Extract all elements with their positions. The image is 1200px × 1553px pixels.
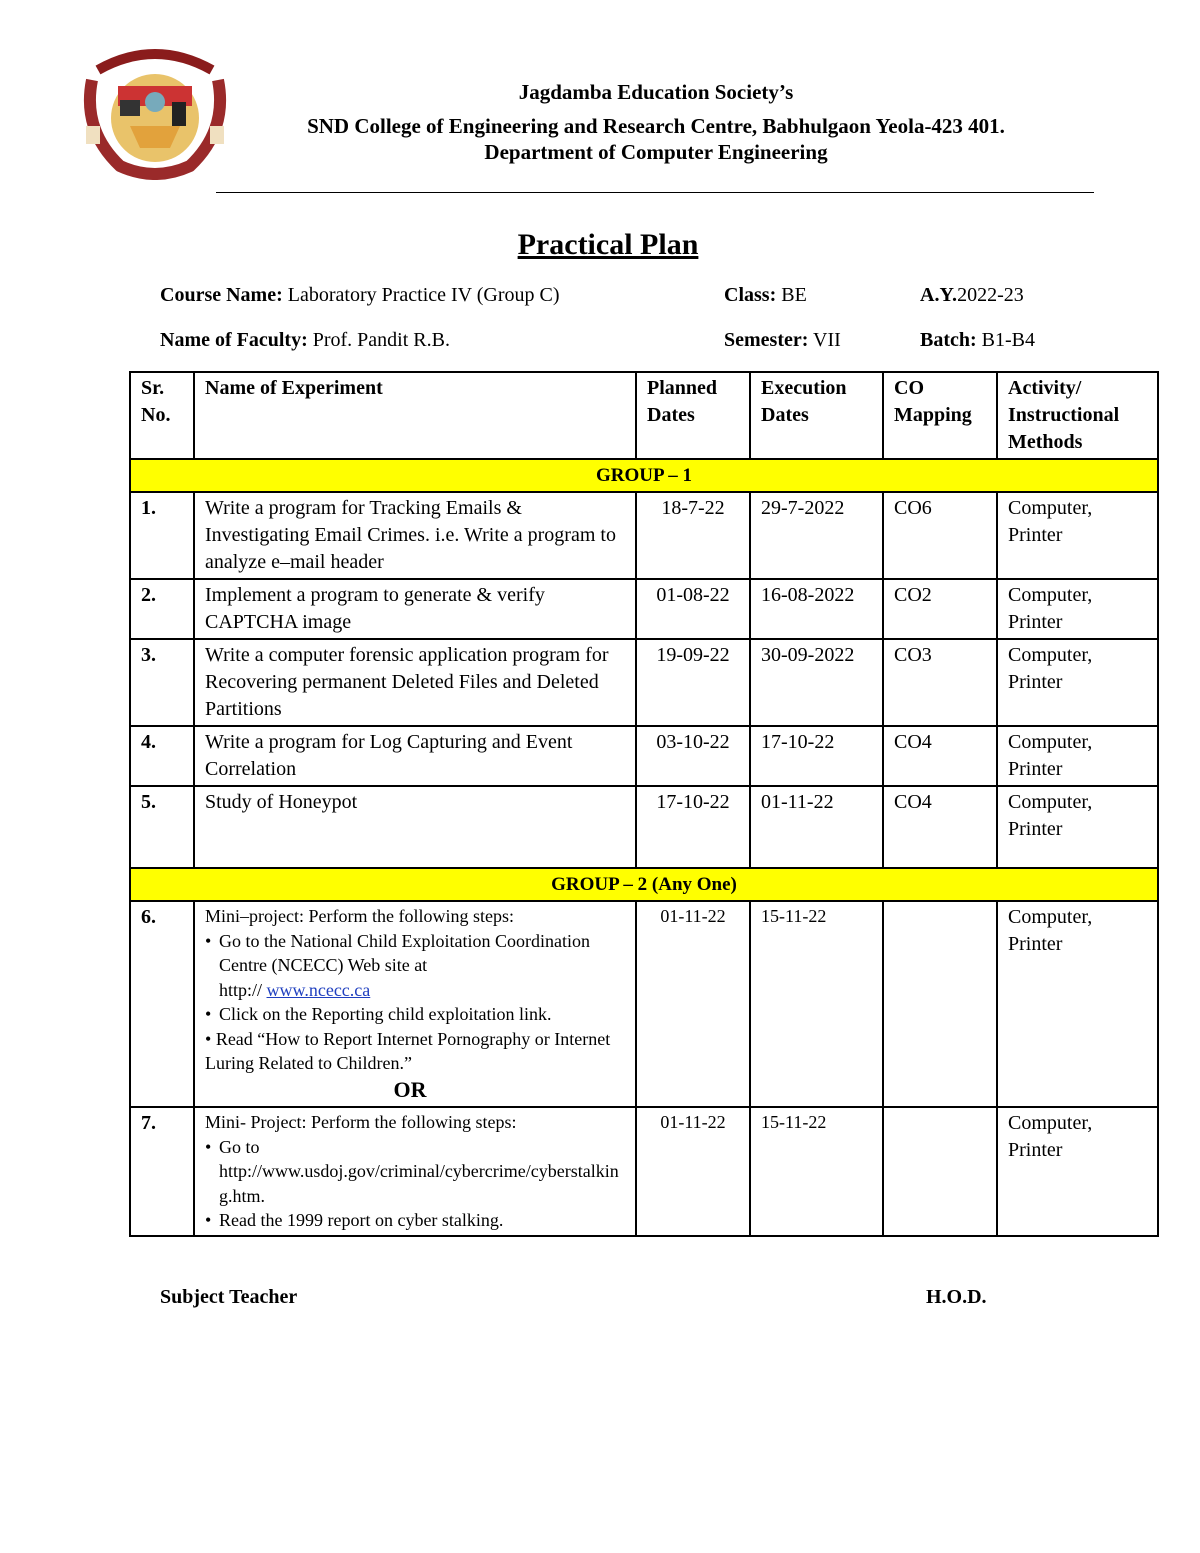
step-item: • Read the 1999 report on cyber stalking. xyxy=(205,1210,504,1230)
co-mapping xyxy=(883,1107,997,1236)
hod-signature: H.O.D. xyxy=(926,1286,987,1308)
ay-label: A.Y. xyxy=(920,284,958,306)
table-row xyxy=(130,492,1158,579)
step-item: • Click on the Reporting child exploitation link. xyxy=(205,1004,552,1024)
batch-info xyxy=(920,329,1035,352)
subject-teacher-signature: Subject Teacher xyxy=(160,1286,298,1308)
experiment-name: Write a program for Log Capturing and Event Correlation xyxy=(194,726,636,786)
experiment-name: Implement a program to generate & verify CAPTCHA image xyxy=(194,579,636,639)
table-row xyxy=(130,1107,1158,1236)
semester-value: VII xyxy=(808,329,841,351)
planned-date: 19-09-22 xyxy=(636,639,750,726)
co-mapping xyxy=(883,901,997,1107)
table-row xyxy=(130,901,1158,1107)
execution-date: 16-08-2022 xyxy=(750,579,883,639)
col-header-execution: Execution Dates xyxy=(750,372,883,459)
semester-label: Semester: xyxy=(724,329,809,351)
activity-methods: Computer, Printer xyxy=(997,1107,1158,1236)
row-number: 2. xyxy=(130,579,194,639)
co-mapping: CO6 xyxy=(883,492,997,579)
usdoj-url: http://www.usdoj.gov/criminal/cybercrime/cyberstalking.htm. xyxy=(219,1161,619,1206)
co-mapping: CO4 xyxy=(883,726,997,786)
batch-value: B1-B4 xyxy=(976,329,1036,351)
activity-methods: Computer, Printer xyxy=(997,492,1158,579)
planned-date: 03-10-22 xyxy=(636,726,750,786)
row-number: 5. xyxy=(130,786,194,868)
group-1-label: GROUP – 1 xyxy=(130,459,1158,492)
activity-methods: Computer, Printer xyxy=(997,726,1158,786)
course-label: Course Name: xyxy=(160,284,283,306)
execution-date: 15-11-22 xyxy=(750,1107,883,1236)
ncecc-link[interactable]: www.ncecc.ca xyxy=(266,979,371,1000)
planned-date: 01-11-22 xyxy=(636,901,750,1107)
execution-date: 29-7-2022 xyxy=(750,492,883,579)
group-1-row xyxy=(130,459,1158,492)
co-mapping: CO4 xyxy=(883,786,997,868)
co-mapping: CO3 xyxy=(883,639,997,726)
step-intro: Mini- Project: Perform the following steps: xyxy=(205,1112,517,1132)
col-header-name: Name of Experiment xyxy=(194,372,636,459)
co-mapping: CO2 xyxy=(883,579,997,639)
row-number: 4. xyxy=(130,726,194,786)
row-number: 7. xyxy=(130,1107,194,1236)
class-value: BE xyxy=(776,284,807,306)
col-header-co: CO Mapping xyxy=(883,372,997,459)
society-name: Jagdamba Education Society’s xyxy=(518,80,794,104)
college-logo xyxy=(80,40,230,180)
experiment-name: Write a computer forensic application program for Recovering permanent Deleted Files and Deleted Partitions xyxy=(194,639,636,726)
table-row xyxy=(130,786,1158,868)
planned-date: 18-7-22 xyxy=(636,492,750,579)
row-number: 1. xyxy=(130,492,194,579)
table-header-row xyxy=(130,372,1158,459)
course-name xyxy=(160,284,560,307)
experiment-name: Study of Honeypot xyxy=(194,786,636,868)
college-name: SND College of Engineering and Research Centre, Babhulgaon Yeola-423 401. xyxy=(307,114,1005,138)
practical-plan-table xyxy=(129,371,1159,1237)
ay-value: 2022-23 xyxy=(957,284,1024,306)
execution-date: 30-09-2022 xyxy=(750,639,883,726)
faculty-value: Prof. Pandit R.B. xyxy=(307,329,450,351)
faculty-label: Name of Faculty: xyxy=(160,329,308,351)
planned-date: 17-10-22 xyxy=(636,786,750,868)
col-header-planned: Planned Dates xyxy=(636,372,750,459)
step-intro: Mini–project: Perform the following steps: xyxy=(205,906,514,926)
table-row xyxy=(130,726,1158,786)
department-name: Department of Computer Engineering xyxy=(484,140,828,164)
header-divider xyxy=(216,192,1094,193)
activity-methods: Computer, Printer xyxy=(997,786,1158,868)
academic-year xyxy=(920,284,1024,307)
planned-date: 01-11-22 xyxy=(636,1107,750,1236)
experiment-name: Write a program for Tracking Emails & Investigating Email Crimes. i.e. Write a program to analyze e–mail header xyxy=(194,492,636,579)
table-row xyxy=(130,579,1158,639)
table-row xyxy=(130,639,1158,726)
class-info xyxy=(724,284,807,307)
page-title: Practical Plan xyxy=(517,228,699,261)
col-header-activity: Activity/ Instructional Methods xyxy=(997,372,1158,459)
execution-date: 15-11-22 xyxy=(750,901,883,1107)
activity-methods: Computer, Printer xyxy=(997,901,1158,1107)
class-label: Class: xyxy=(724,284,777,306)
row-number: 6. xyxy=(130,901,194,1107)
execution-date: 01-11-22 xyxy=(750,786,883,868)
step-item: • Go to http://www.usdoj.gov/criminal/cybercrime/cyberstalking.htm. xyxy=(205,1136,619,1206)
activity-methods: Computer, Printer xyxy=(997,579,1158,639)
experiment-name xyxy=(194,1107,636,1236)
execution-date: 17-10-22 xyxy=(750,726,883,786)
step-item: • Read “How to Report Internet Pornography or Internet Luring Related to Children.” xyxy=(205,1028,611,1073)
semester-info xyxy=(724,329,841,352)
row-number: 3. xyxy=(130,639,194,726)
group-2-label: GROUP – 2 (Any One) xyxy=(130,868,1158,901)
col-header-sr-no: Sr. No. xyxy=(130,372,194,459)
course-value: Laboratory Practice IV (Group C) xyxy=(282,284,560,306)
faculty-name xyxy=(160,329,450,352)
planned-date: 01-08-22 xyxy=(636,579,750,639)
or-separator: OR xyxy=(393,1076,427,1102)
experiment-name xyxy=(194,901,636,1107)
batch-label: Batch: xyxy=(920,329,977,351)
step-item: • Go to the National Child Exploitation Coordination Centre (NCECC) Web site at http:// www.ncecc.ca xyxy=(205,930,590,1000)
group-2-row xyxy=(130,868,1158,901)
activity-methods: Computer, Printer xyxy=(997,639,1158,726)
